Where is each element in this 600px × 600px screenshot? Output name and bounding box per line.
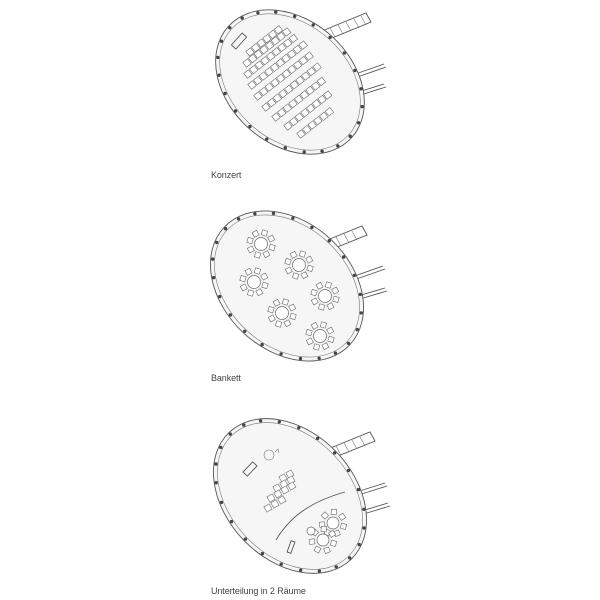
column-post [362,508,365,511]
chair [311,289,317,295]
plan-bankett [180,181,393,392]
column-post [261,552,264,555]
column-post [291,216,294,219]
column-post [217,74,220,77]
round-table [276,307,289,320]
chair [282,299,288,305]
caption-konzert: Konzert [211,170,242,180]
round-table [255,238,268,251]
chair [307,265,313,271]
column-post [356,328,359,331]
column-post [333,451,336,454]
chair [321,526,327,532]
column-post [218,295,221,298]
column-post [312,23,315,26]
column-post [256,11,259,14]
column-post [335,565,338,568]
column-post [362,526,365,529]
column-post [343,51,346,54]
hall-outline-bankett [180,181,393,392]
column-post [274,10,277,13]
column-post [347,469,350,472]
column-post [280,563,283,566]
column-post [353,274,356,277]
column-post [234,109,237,112]
chair [262,282,268,288]
column-post [347,342,350,345]
column-post [359,87,362,90]
column-post [214,462,217,465]
column-post [229,432,232,435]
column-post [358,543,361,546]
plan-unterteilung [183,388,397,600]
column-post [357,121,360,124]
column-post [310,226,313,229]
chair [331,509,337,515]
chair [325,282,331,288]
column-post [328,239,331,242]
chair [240,275,246,281]
column-post [248,125,251,128]
hall-outline-unterteilung [183,388,397,600]
chair [330,540,336,546]
column-post [293,15,296,18]
chair [340,523,346,529]
column-post [215,241,218,244]
column-post [357,488,360,491]
column-post [265,137,268,140]
column-post [212,276,215,279]
column-post [220,501,223,504]
column-post [361,105,364,108]
column-post [353,69,356,72]
column-post [336,144,339,147]
column-post [229,313,232,316]
column-post [228,26,231,29]
round-table [327,517,339,529]
chair [268,306,274,312]
round-table [293,259,306,272]
column-post [348,556,351,559]
round-table [317,534,329,546]
caption-bankett: Bankett [211,373,241,383]
chair [328,336,334,342]
caption-unterteilung: Unterteilung in 2 Räume [211,586,306,596]
column-post [317,357,320,360]
round-table [319,290,332,303]
column-post [279,352,282,355]
chair [269,244,275,250]
column-post [328,36,331,39]
column-post [224,227,227,230]
column-post [349,135,352,138]
column-post [284,146,287,149]
column-post [299,569,302,572]
chair [306,329,312,335]
chair [285,258,291,264]
chair [318,304,324,310]
column-post [223,92,226,95]
chair [247,290,253,296]
chair [247,237,253,243]
column-post [272,212,275,215]
column-post [243,330,246,333]
chair [275,321,281,327]
column-post [360,311,363,314]
column-post [297,426,300,429]
round-table [307,527,315,535]
column-post [220,40,223,43]
column-post [320,150,323,153]
chair [299,251,305,257]
chair [254,252,260,258]
column-post [342,255,345,258]
column-post [241,16,244,19]
round-table [248,276,261,289]
plan-konzert [187,0,393,184]
column-post [215,481,218,484]
column-post [259,419,262,422]
column-post [211,257,214,260]
column-post [253,212,256,215]
column-post [334,351,337,354]
chair [313,344,319,350]
chair [292,273,298,279]
chair [254,268,260,274]
column-post [303,150,306,153]
column-post [244,537,247,540]
column-post [237,217,240,220]
column-post [359,293,362,296]
chair [290,313,296,319]
chair [309,539,315,545]
column-post [242,423,245,426]
chair [261,230,267,236]
chair [320,322,326,328]
column-post [219,446,222,449]
column-post [316,437,319,440]
column-post [216,56,219,59]
column-post [230,520,233,523]
column-post [318,569,321,572]
column-post [278,420,281,423]
column-post [260,343,263,346]
chair [333,296,339,302]
round-table [314,330,327,343]
column-post [299,357,302,360]
